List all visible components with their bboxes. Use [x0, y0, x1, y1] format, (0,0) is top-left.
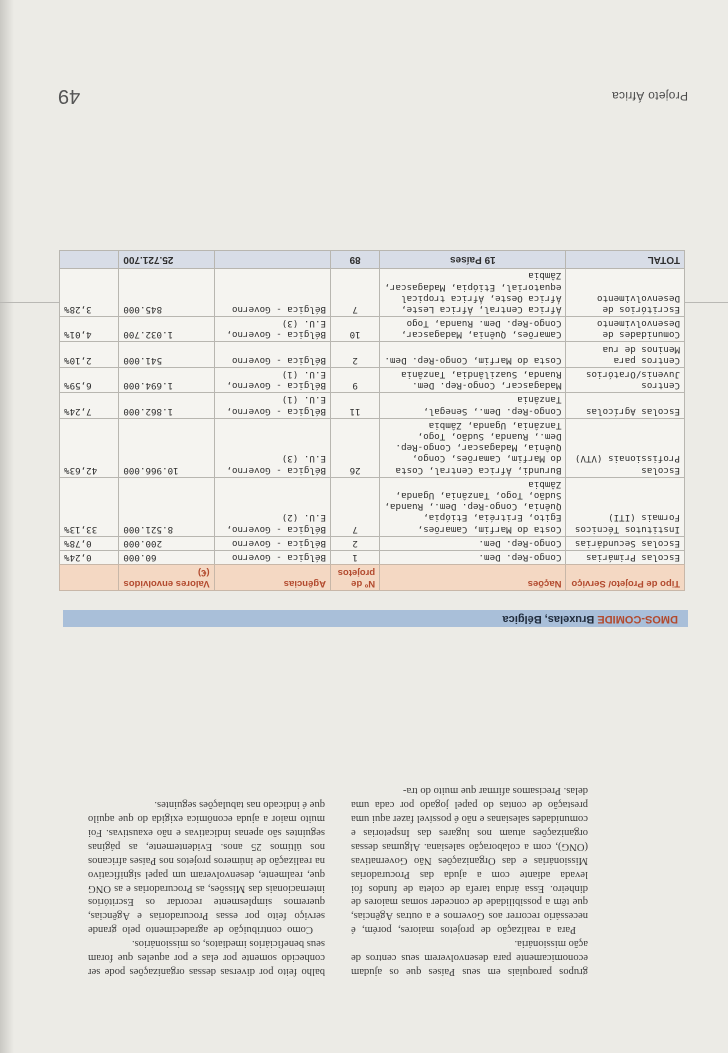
cell-projects: 9	[331, 367, 380, 392]
cell-projects: 11	[331, 393, 380, 418]
table-row	[60, 367, 685, 392]
body-paragraph: Como contribuição de agradecimento pelo grande serviço feito por essas Procuradorias e Agências, queremos simplesmente recordar os Escritórios internacionais das Missões, as Procuradorias e as ONG que, realmente, desenvolveram um papel significativo na realização de inúmeros projetos nos Países africanos nos últimos 25 anos. Evidentemente, as páginas seguintes são apenas indicativas e não exaustivas. Foi muito maior a ajuda econômica exigida do que aquilo que é indicado nas tabulações seguintes.	[88, 799, 325, 936]
cell-value: 1.862.000	[119, 393, 214, 418]
cell-projects: 1	[331, 550, 380, 564]
cell-agencies: Bélgica - Governo	[214, 536, 330, 550]
table-row	[60, 418, 685, 477]
cell-projects: 26	[331, 418, 380, 477]
cell-value: 200.000	[119, 536, 214, 550]
cell-agencies: Bélgica - Governo, E.U. (2)	[214, 477, 330, 536]
table-row	[60, 536, 685, 550]
projects-table	[59, 250, 685, 591]
header-projects: Nº de projetos	[331, 565, 380, 591]
cell-nations: Costa do Marfim, Camarões, Egito, Eritréia, Etiópia, Quênia, Congo-Rep. Dem., Ruanda, Sudão, Togo, Tanzânia, Uganda, Zâmbia	[380, 477, 566, 536]
cell-agencies: Bélgica - Governo, E.U. (3)	[214, 316, 330, 341]
table-body	[60, 269, 685, 565]
header-type: Tipo de Projeto/ Serviço	[566, 565, 685, 591]
cell-type: Escritórios de Desenvolvimento	[566, 269, 685, 317]
table-row	[60, 393, 685, 418]
total-agencies	[214, 250, 330, 268]
cell-percent: 33,13%	[60, 477, 119, 536]
header-percent	[60, 565, 119, 591]
cell-projects: 7	[331, 477, 380, 536]
total-amount: 25.721.700	[119, 250, 214, 268]
cell-percent: 0,24%	[60, 550, 119, 564]
cell-value: 60.000	[119, 550, 214, 564]
cell-nations: Congo-Rep. Dem.	[380, 536, 566, 550]
table-total-row	[60, 250, 685, 268]
cell-type: Escolas Primárias	[566, 550, 685, 564]
cell-projects: 7	[331, 269, 380, 317]
cell-value: 845.000	[119, 269, 214, 317]
cell-percent: 42,63%	[60, 418, 119, 477]
total-percent	[60, 250, 119, 268]
cell-nations: Costa do Marfim, Congo-Rep. Dem.	[380, 342, 566, 367]
section-title-text: Bruxelas, Bélgica	[502, 613, 598, 625]
total-projects: 89	[331, 250, 380, 268]
cell-percent: 2,10%	[60, 342, 119, 367]
cell-agencies: Bélgica - Governo	[214, 550, 330, 564]
body-paragraph: balho feito por diversas dessas organizações pode ser conhecido somente por elas e por aqueles que foram seus beneficiários imediatos, os missionários.	[88, 938, 325, 977]
cell-nations: Camarões, Quênia, Madagascar, Congo-Rep. Dem. Ruanda, Togo	[380, 316, 566, 341]
cell-percent: 0,78%	[60, 536, 119, 550]
cell-nations: Burundi, África Central, Costa do Marfim, Camarões, Congo, Quênia, Madagascar, Congo-Rep. Dem., Ruanda, Sudão, Togo, Tanzânia, Uganda, Zâmbia	[380, 418, 566, 477]
body-paragraph: grupos paroquiais em seus Países que os ajudam economicamente para desenvolverem seus centros de ação missionária.	[351, 938, 588, 977]
cell-value: 10.966.000	[119, 418, 214, 477]
cell-type: Escolas Profissionais (VTV)	[566, 418, 685, 477]
body-column-right	[88, 783, 325, 978]
table-header-row	[60, 565, 685, 591]
cell-type: Escolas Secundárias	[566, 536, 685, 550]
total-nations: 19 Países	[380, 250, 566, 268]
cell-value: 1.032.700	[119, 316, 214, 341]
body-column-left	[351, 783, 588, 978]
table-row	[60, 477, 685, 536]
body-paragraph: Para a realização de projetos maiores, porém, é necessário recorrer aos Governos e a outras Agências, que têm a possibilidade de conceder somas maiores de dinheiro. Essa árdua tarefa de coleta de fundos foi levada adiante com a ajuda das Procuradorias Missionárias e das Organizações Não Governativas (ONG), com a colaboração salesiana. Algumas dessas organizações atuam nos lugares das Inspetorias e comunidades salesianas e não é possível fazer aqui uma prestação de contas do papel jogado por cada uma delas. Precisamos afirmar que muito do tra-	[351, 785, 588, 936]
page-number: 49	[58, 85, 81, 107]
body-text	[88, 783, 588, 978]
page-footer	[58, 81, 688, 105]
cell-nations: Madagascar, Congo-Rep. Dem. Ruanda, Suazilândia, Tanzânia	[380, 367, 566, 392]
header-agencies: Agências	[214, 565, 330, 591]
cell-agencies: Bélgica - Governo, E.U. (1)	[214, 393, 330, 418]
cell-value: 1.694.000	[119, 367, 214, 392]
cell-projects: 2	[331, 536, 380, 550]
table-row	[60, 342, 685, 367]
cell-projects: 2	[331, 342, 380, 367]
cell-percent: 4,01%	[60, 316, 119, 341]
table-row	[60, 316, 685, 341]
cell-percent: 6,59%	[60, 367, 119, 392]
running-head: Projeto África	[611, 89, 688, 103]
cell-agencies: Bélgica - Governo, E.U. (1)	[214, 367, 330, 392]
cell-nations: África Central, África Leste, África Oeste, África tropical equatorial, Etiópia, Madagascar, Zâmbia	[380, 269, 566, 317]
table-row	[60, 269, 685, 317]
cell-nations: Congo-Rep. Dem., Senegal, Tanzânia	[380, 393, 566, 418]
cell-nations: Congo-Rep. Dem.	[380, 550, 566, 564]
table-row	[60, 550, 685, 564]
cell-value: 8.521.000	[119, 477, 214, 536]
cell-projects: 10	[331, 316, 380, 341]
header-nations: Nações	[380, 565, 566, 591]
cell-agencies: Bélgica - Governo	[214, 269, 330, 317]
cell-type: Centros Juvenis/Oratórios	[566, 367, 685, 392]
cell-type: Centros para Meninos de rua	[566, 342, 685, 367]
cell-type: Comunidades de Desenvolvimento	[566, 316, 685, 341]
cell-value: 541.000	[119, 342, 214, 367]
cell-percent: 3,28%	[60, 269, 119, 317]
section-title-accent: DMOS-COMIDE	[597, 613, 678, 625]
total-label: TOTAL	[566, 250, 685, 268]
cell-percent: 7,24%	[60, 393, 119, 418]
cell-type: Institutos Técnicos Formais (ITI)	[566, 477, 685, 536]
cell-agencies: Bélgica - Governo, E.U. (3)	[214, 418, 330, 477]
cell-type: Escolas Agrícolas	[566, 393, 685, 418]
header-values: Valores envolvidos (€)	[119, 565, 214, 591]
section-title-bar	[63, 610, 688, 627]
cell-agencies: Bélgica - Governo	[214, 342, 330, 367]
